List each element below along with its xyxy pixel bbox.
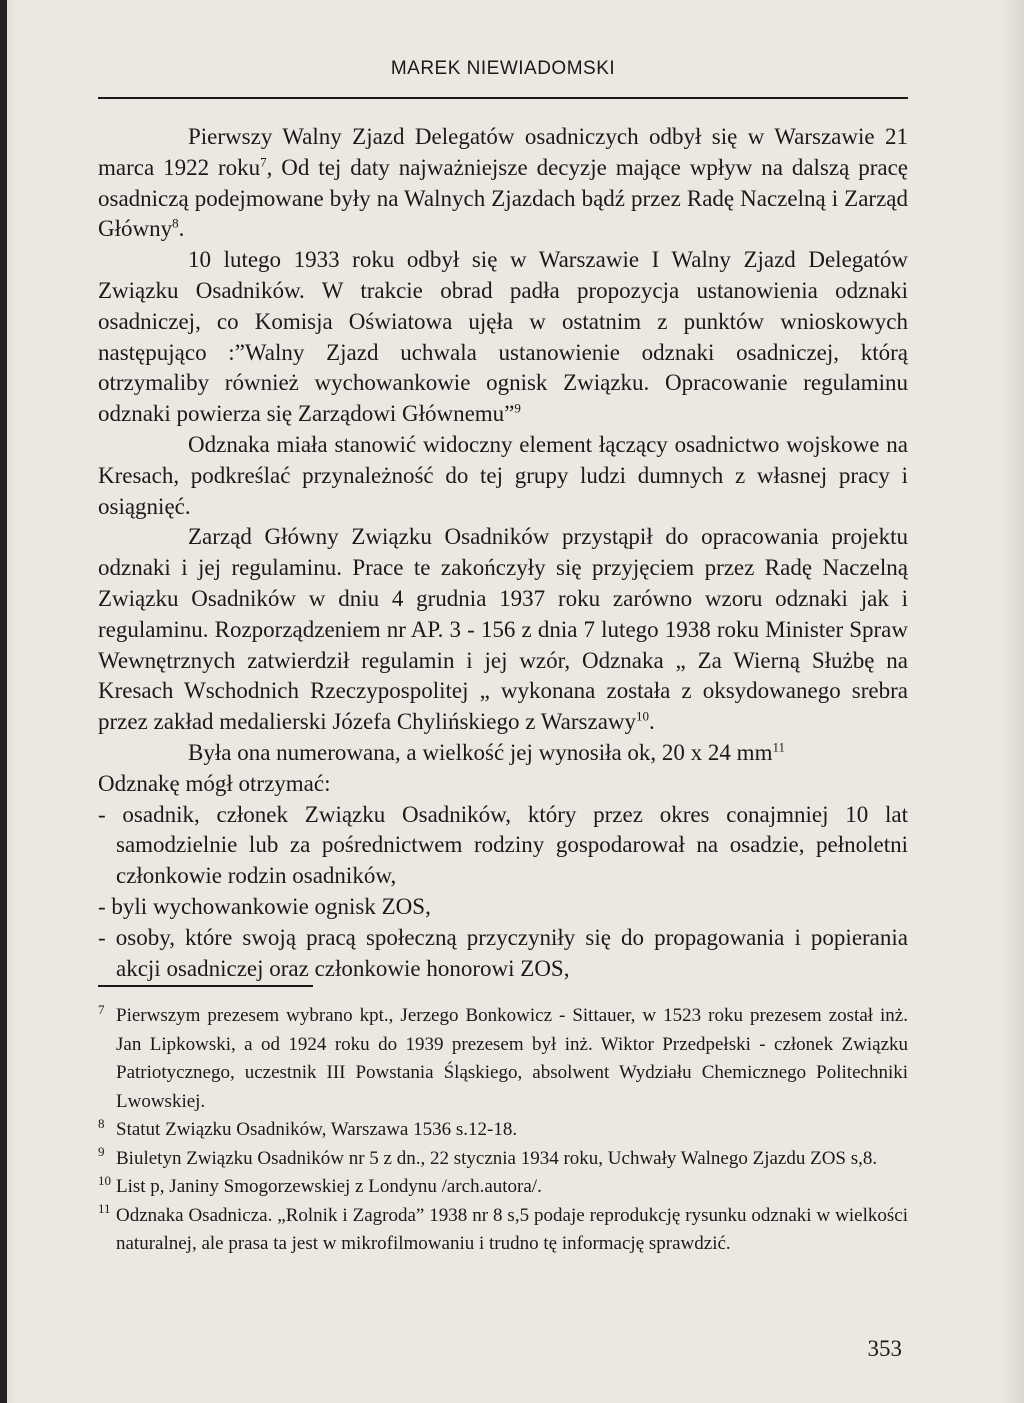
footnote-reference: 7 [260,154,267,170]
paragraph-text: Odznaka miała stanowić widoczny element łączący osadnictwo wojskowe na Kresach, podkreślać przynależność do tej grupy ludzi dumnych z własnej pracy i osiągnięć. [98,431,908,519]
body-paragraph [98,430,908,522]
list-intro: Odznakę mógł otrzymać: [98,770,331,796]
header-rule [98,97,908,99]
footnote-text: Odznaka Osadnicza. „Rolnik i Zagroda” 1938 nr 8 s,5 podaje reprodukcję rysunku odznaki w wielkości naturalnej, ale prasa ta jest w mikrofilmowaniu i trudno tę informację sprawdzić. [116,1204,908,1254]
footnote-text: Biuletyn Związku Osadników nr 5 z dn., 22 stycznia 1934 roku, Uchwały Walnego Zjazdu ZOS s,8. [116,1147,878,1169]
footnote: 11 Odznaka Osadnicza. „Rolnik i Zagroda” 1938 nr 8 s,5 podaje reprodukcję rysunku odznaki w wielkości naturalnej, ale prasa ta jest w mikrofilmowaniu i trudno tę informację sprawdzić. [98,1201,908,1254]
footnote-reference: 9 [514,400,521,416]
running-header-author: MAREK NIEWIADOMSKI [390,58,616,79]
paragraph-text: Była ona numerowana, a wielkość jej wynosiła ok, 20 x 24 mm [188,739,773,765]
paragraph-text: . [178,216,185,242]
footnote-reference: 10 [636,708,650,724]
footnote-text: Statut Związku Osadników, Warszawa 1536 s.12-18. [116,1119,518,1140]
paragraph-text: 10 lutego 1933 roku odbył się w Warszawie I Walny Zjazd Delegatów Związku Osadników. W trakcie obrad padła propozycja ustanowienia odznaki osadniczej, co Komisja Oświatowa ujęła w ostatnim z punktów wnioskowych następująco :”Walny Zjazd uchwala ustanowienie odznaki osadniczej, którą otrzymaliby również wychowankowie ognisk Związku. Opracowanie regulaminu odznaki powierza się Zarządowi Głównemu” [98,247,908,427]
footnote: 8 Statut Związku Osadników, Warszawa 1536 s.12-18. [98,1115,518,1140]
paragraph-group [98,122,908,769]
footnote-reference: 11 [772,739,785,755]
body-paragraph [98,245,908,430]
page-number: 353 [867,1336,902,1361]
footnote-text: Pierwszym prezesem wybrano kpt., Jerzego Bonkowicz - Sittauer, w 1523 roku prezesem został inż. Jan Lipkowski, a od 1924 roku do 1939 prezesem był inż. Wiktor Przedpełski - członek Związku Patriotycznego, uczestnik III Powstania Śląskiego, absolwent Wydziału Chemicznego Politechniki Lwowskiej. [116,1005,908,1112]
paragraph-text: Pierwszy Walny Zjazd Delegatów osadniczych odbył się w Warszawie 21 marca 1922 roku [98,124,908,180]
list-item: - byli wychowankowie ognisk ZOS, [98,893,431,919]
footnotes [98,1002,908,1259]
paragraph-text: , Od tej daty najważniejsze decyzje mające wpływ na dalszą pracę osadniczą podejmowane były na Walnych Zjazdach bądź przez Radę Naczelną i Zarząd Główny [98,154,908,242]
footnote: 10 List p, Janiny Smogorzewskiej z Londynu /arch.autora/. [98,1172,542,1197]
eligibility-list [98,800,908,985]
body-paragraph [98,522,908,738]
body-text [98,122,908,984]
paragraph-text: Zarząd Główny Związku Osadników przystąpił do opracowania projektu odznaki i jej regulaminu. Prace te zakończyły się przyjęciem przez Radę Naczelną Związku Osadników w dniu 4 grudnia 1937 roku zarówno wzoru odznaki jak i regulaminu. Rozporządzeniem nr AP. 3 - 156 z dnia 7 lutego 1938 roku Minister Spraw Wewnętrznych zatwierdził regulamin i jej wzór, Odznaka „ Za Wierną Służbę na Kresach Wschodnich Rzeczypospolitej „ wykonana została z oksydowanego srebra przez zakład medalierski Józefa Chylińskiego z Warszawy [98,524,908,735]
scan-left-edge [0,0,7,1403]
footnote: 9 Biuletyn Związku Osadników nr 5 z dn., 22 stycznia 1934 roku, Uchwały Walnego Zjazdu ZOS s,8. [98,1144,878,1169]
body-paragraph [98,738,908,769]
list-item: - osoby, które swoją pracą społeczną przyczyniły się do propagowania i popierania akcji osadniczej oraz członkowie honorowi ZOS, [98,924,908,981]
footnote-rule [98,985,313,987]
footnote-text: List p, Janiny Smogorzewskiej z Londynu /arch.autora/. [116,1176,542,1197]
list-item: - osadnik, członek Związku Osadników, który przez okres conajmniej 10 lat samodzielnie lub za pośrednictwem rodziny gospodarował na osadzie, pełnoletni członkowie rodzin osadników, [98,801,908,889]
body-paragraph [98,122,908,245]
paragraph-text: . [649,709,655,735]
footnote-reference: 8 [172,215,179,231]
footnote: 7 Pierwszym prezesem wybrano kpt., Jerzego Bonkowicz - Sittauer, w 1523 roku prezesem został inż. Jan Lipkowski, a od 1924 roku do 1939 prezesem był inż. Wiktor Przedpełski - członek Związku Patriotycznego, uczestnik III Powstania Śląskiego, absolwent Wydziału Chemicznego Politechniki Lwowskiej. [98,1001,908,1112]
